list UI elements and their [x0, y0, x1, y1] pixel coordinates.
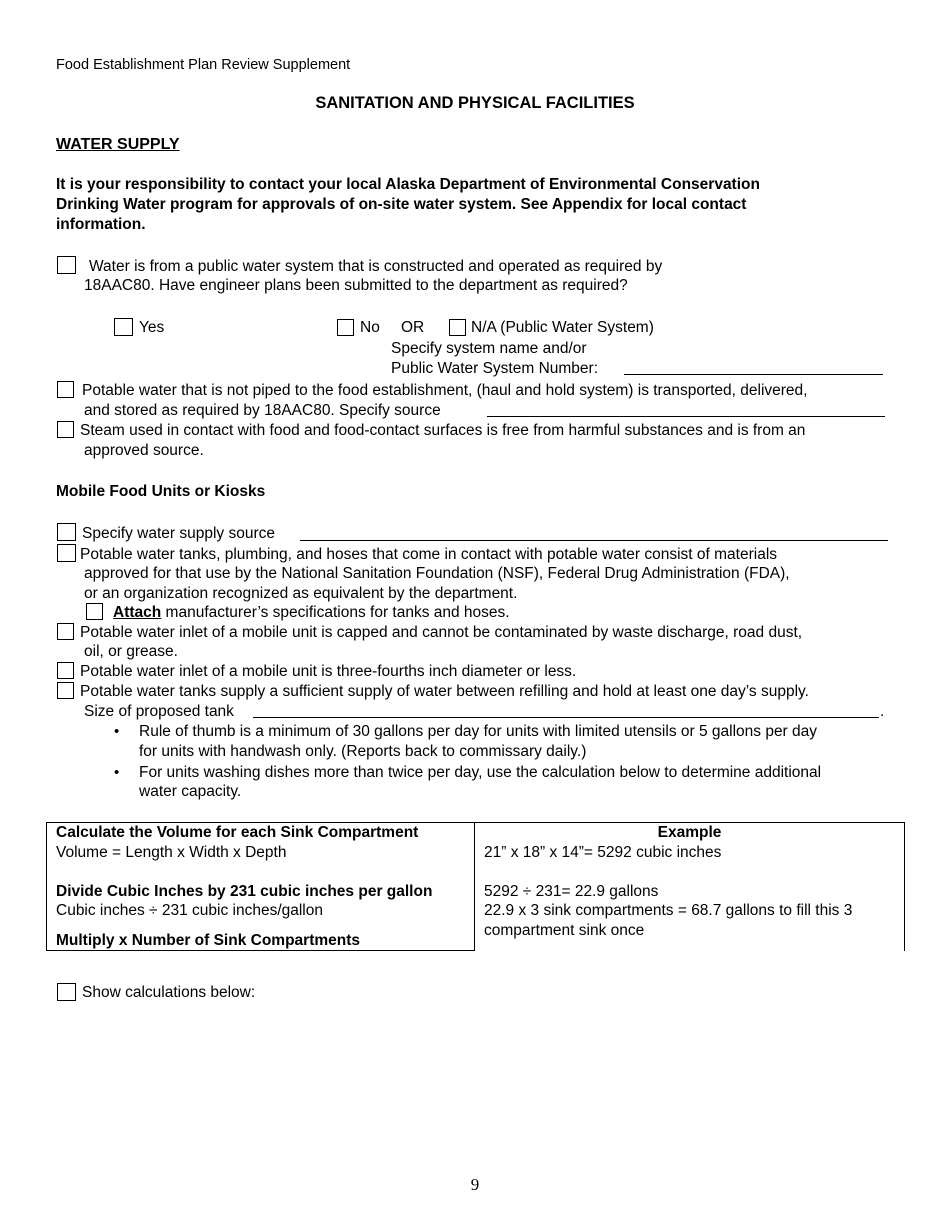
steam-checkbox[interactable] [57, 421, 74, 438]
calc-formula-divide: Cubic inches ÷ 231 cubic inches/gallon [47, 901, 475, 921]
calc-heading-divide: Divide Cubic Inches by 231 cubic inches per gallon [47, 882, 475, 902]
bullet-1-glyph: • [114, 723, 120, 740]
water-supply-heading: WATER SUPPLY [56, 136, 180, 153]
table-row [47, 882, 905, 902]
table-row [47, 843, 905, 882]
no-label: No [360, 319, 380, 336]
specify-system-label: Specify system name and/or [391, 340, 587, 357]
example-heading: Example [475, 823, 905, 843]
public-water-line-1: Water is from a public water system that is constructed and operated as required by [89, 258, 663, 275]
mobile-units-heading: Mobile Food Units or Kiosks [56, 483, 266, 500]
attach-specs-checkbox[interactable] [86, 603, 103, 620]
attach-word: Attach [113, 604, 162, 621]
show-calculations-checkbox[interactable] [57, 983, 76, 1001]
tank-materials-line-3: or an organization recognized as equivalent by the department. [84, 585, 518, 602]
tank-materials-checkbox[interactable] [57, 544, 76, 562]
calc-heading-multiply: Multiply x Number of Sink Compartments [47, 921, 475, 951]
public-water-system-checkbox[interactable] [57, 256, 76, 274]
engineer-plans-na-checkbox[interactable] [449, 319, 466, 336]
tank-size-period: . [880, 703, 885, 720]
na-label: N/A (Public Water System) [471, 319, 654, 336]
running-header: Food Establishment Plan Review Supplement [56, 57, 351, 73]
tank-supply-line-1: Potable water tanks supply a sufficient supply of water between refilling and hold at least one day’s supply. [80, 683, 809, 700]
inlet-capped-line-1: Potable water inlet of a mobile unit is capped and cannot be contaminated by waste discharge, road dust, [80, 624, 803, 641]
water-source-checkbox[interactable] [57, 523, 76, 541]
attach-rest: manufacturer’s specifications for tanks and hoses. [165, 604, 510, 621]
system-number-field[interactable] [624, 374, 883, 375]
table-row [47, 823, 905, 843]
inlet-diameter-checkbox[interactable] [57, 662, 74, 679]
steam-line-2: approved source. [84, 442, 204, 459]
bullet-2-line-2: water capacity. [139, 783, 242, 800]
notice-line-2: Drinking Water program for approvals of on-site water system. See Appendix for local contact [56, 196, 747, 213]
tank-supply-checkbox[interactable] [57, 682, 74, 699]
steam-line-1: Steam used in contact with food and food-contact surfaces is free from harmful substances and is from an [80, 422, 806, 439]
bullet-1-line-2: for units with handwash only. (Reports back to commissary daily.) [139, 743, 587, 760]
example-divide: 5292 ÷ 231= 22.9 gallons [475, 882, 905, 902]
show-calculations-label: Show calculations below: [82, 984, 256, 1001]
bullet-1-line-1: Rule of thumb is a minimum of 30 gallons per day for units with limited utensils or 5 gallons per day [139, 723, 818, 740]
engineer-plans-yes-checkbox[interactable] [114, 318, 133, 336]
public-water-line-2: 18AAC80. Have engineer plans been submitted to the department as required? [84, 277, 628, 294]
tank-materials-line-2: approved for that use by the National Sanitation Foundation (NSF), Federal Drug Administration (FDA), [84, 565, 790, 582]
haul-hold-line-2: and stored as required by 18AAC80. Specify source [84, 402, 441, 419]
page-number: 9 [470, 1175, 480, 1194]
calc-heading-volume: Calculate the Volume for each Sink Compartment [47, 823, 475, 843]
haul-hold-checkbox[interactable] [57, 381, 74, 398]
engineer-plans-no-checkbox[interactable] [337, 319, 354, 336]
bullet-2-glyph: • [114, 764, 120, 781]
inlet-capped-checkbox[interactable] [57, 623, 74, 640]
example-volume: 21” x 18” x 14”= 5292 cubic inches [475, 843, 905, 882]
water-source-field[interactable] [300, 540, 888, 541]
yes-label: Yes [139, 319, 165, 336]
table-row [47, 901, 905, 921]
bullet-2-line-1: For units washing dishes more than twice per day, use the calculation below to determine additional [139, 764, 822, 781]
inlet-capped-line-2: oil, or grease. [84, 643, 178, 660]
haul-hold-source-field[interactable] [487, 416, 885, 417]
haul-hold-line-1: Potable water that is not piped to the food establishment, (haul and hold system) is transported, delivered, [82, 382, 808, 399]
calculation-table [46, 822, 905, 951]
inlet-diameter-text: Potable water inlet of a mobile unit is three-fourths inch diameter or less. [80, 663, 577, 680]
water-source-label: Specify water supply source [82, 525, 275, 542]
attach-specs-text [113, 603, 510, 622]
or-label: OR [401, 319, 425, 336]
example-multiply: 22.9 x 3 sink compartments = 68.7 gallons to fill this 3 compartment sink once [475, 901, 905, 951]
tank-size-label: Size of proposed tank [84, 703, 234, 720]
tank-size-field[interactable] [253, 717, 879, 718]
system-number-label: Public Water System Number: [391, 360, 599, 377]
calc-formula-volume: Volume = Length x Width x Depth [47, 843, 475, 882]
notice-line-3: information. [56, 216, 146, 233]
notice-line-1: It is your responsibility to contact your local Alaska Department of Environmental Conservation [56, 176, 760, 193]
page-title: SANITATION AND PHYSICAL FACILITIES [315, 94, 635, 112]
tank-materials-line-1: Potable water tanks, plumbing, and hoses that come in contact with potable water consist of materials [80, 546, 778, 563]
